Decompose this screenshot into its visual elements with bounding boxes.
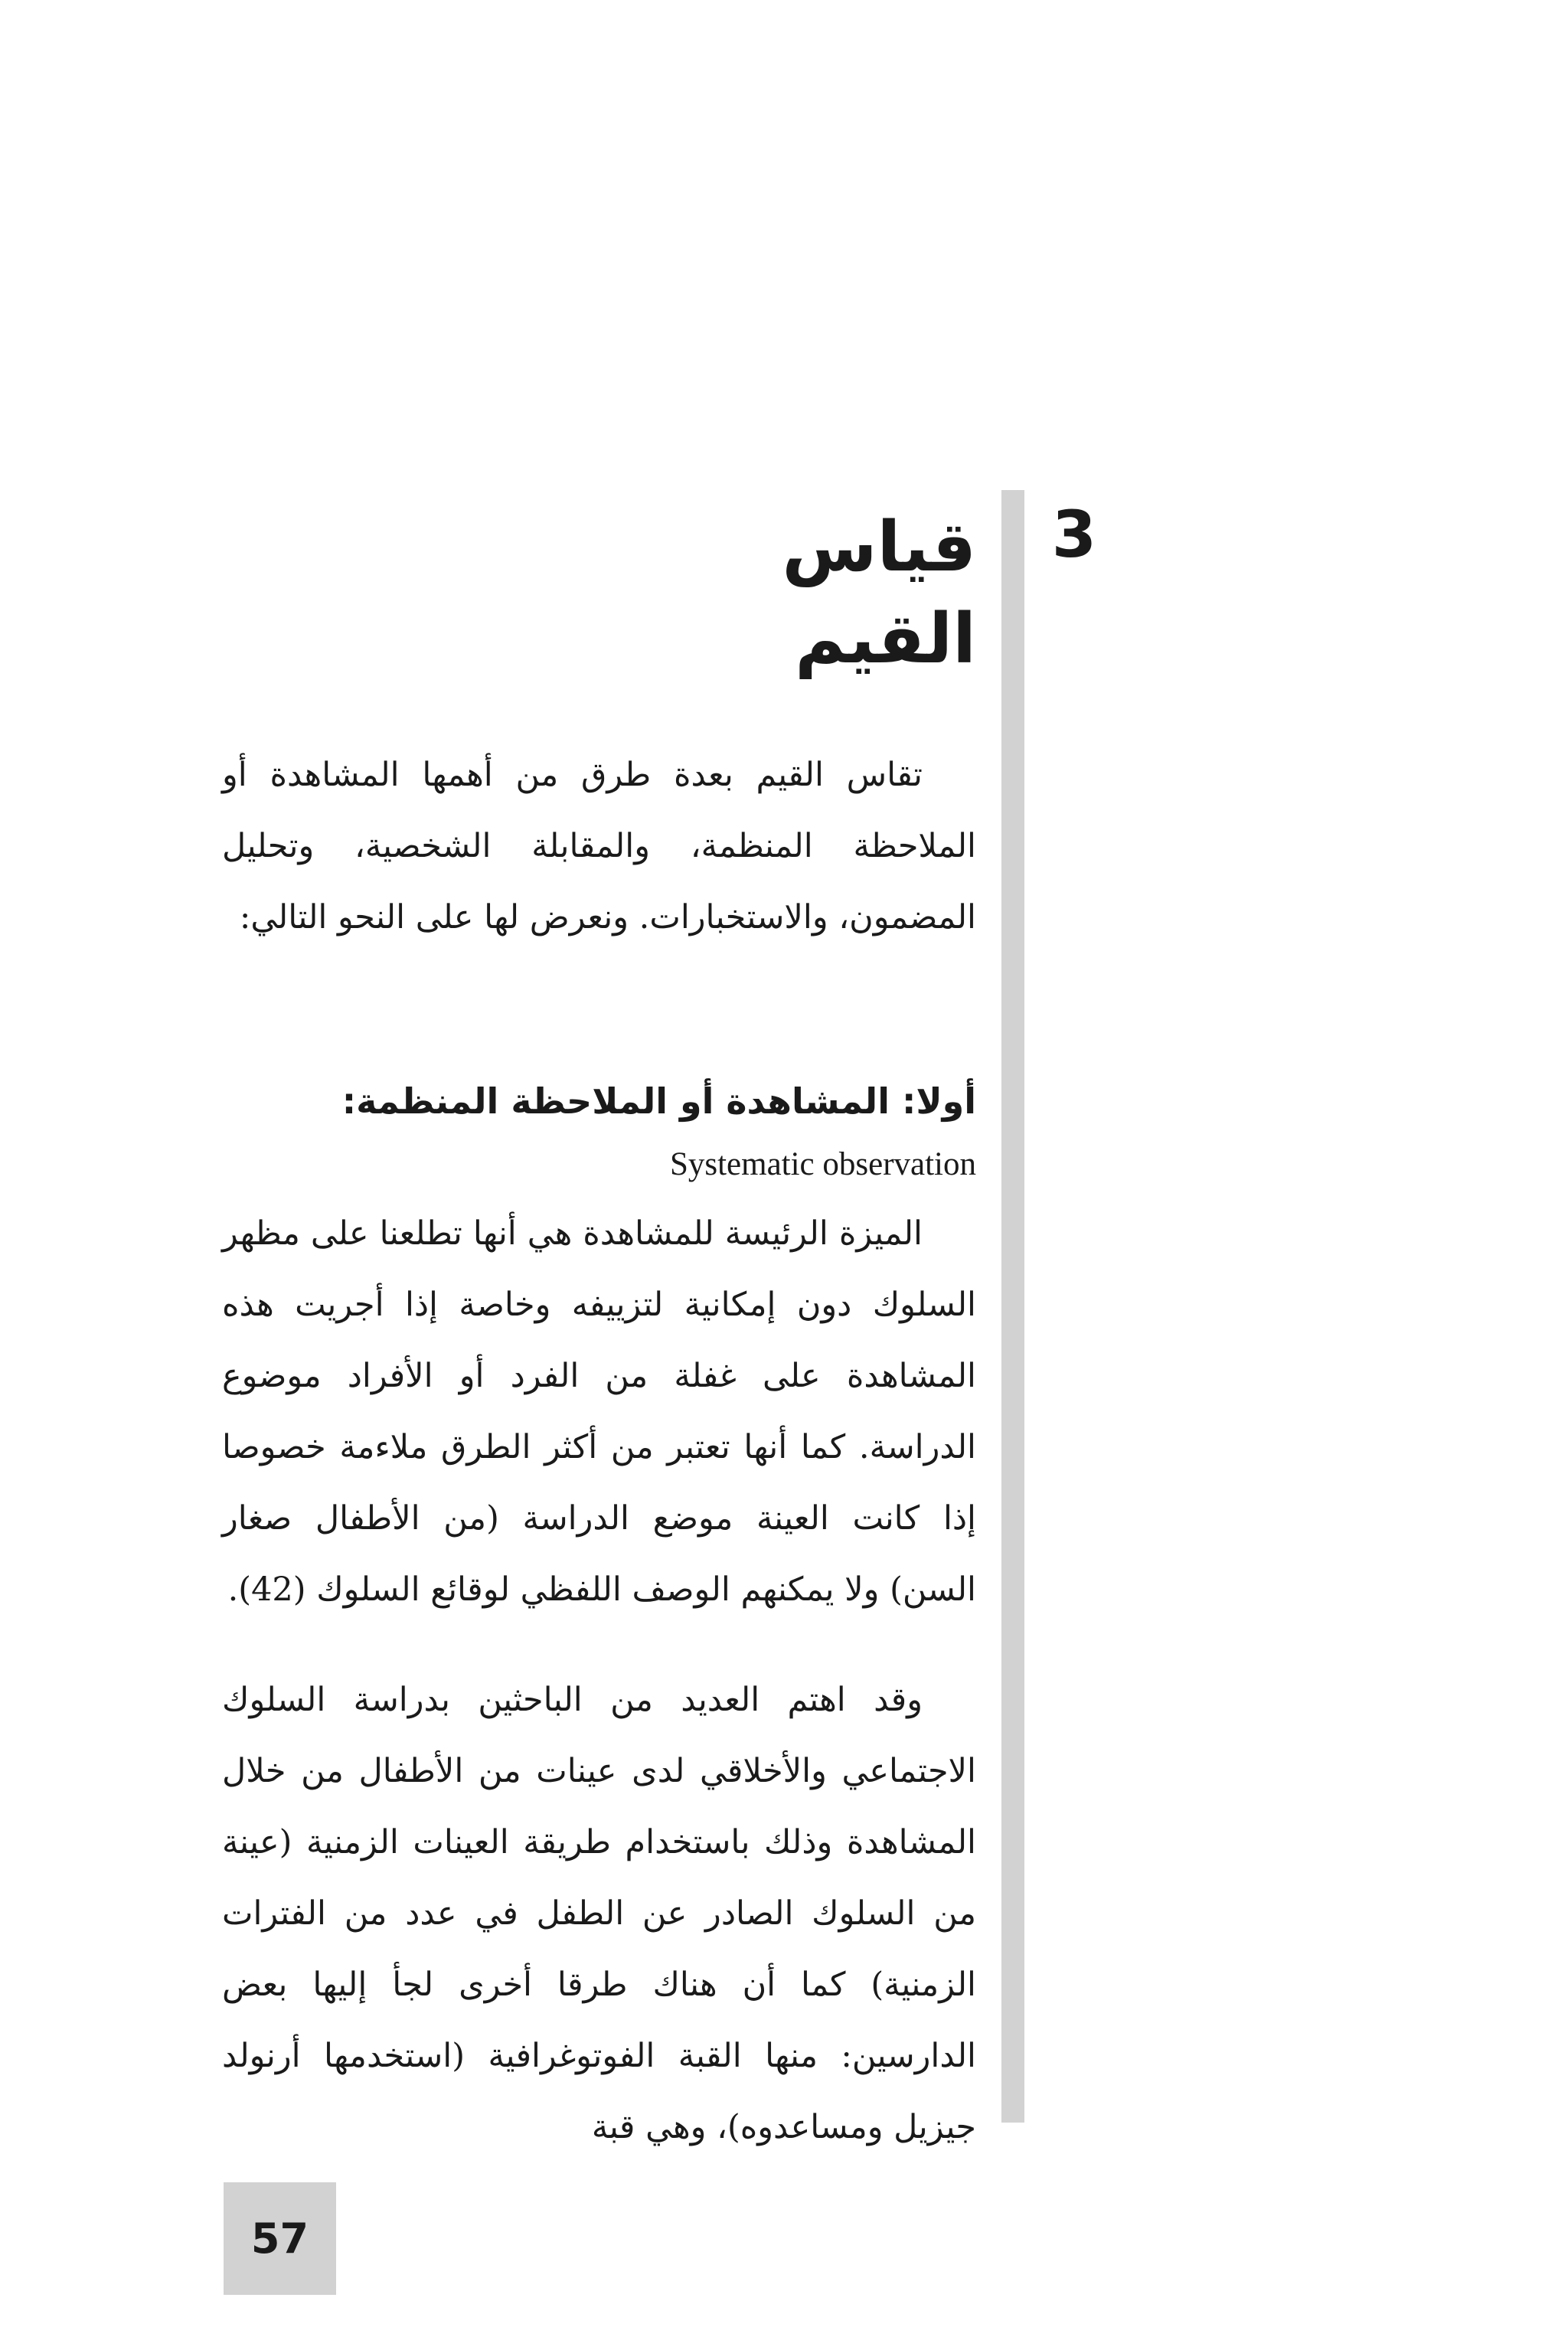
body-paragraph-1 [222,1198,976,1626]
intro-paragraph [222,740,976,953]
paragraph-1-text: الميزة الرئيسة للمشاهدة هي أنها تطلعنا على مظهر السلوك دون إمكانية لتزييفه وخاصة إذا أجريت هذه المشاهدة على غفلة من الفرد أو الأفراد موضوع الدراسة. كما أنها تعتبر من أكثر الطرق ملاءمة خصوصا إذا كانت العينة موضع الدراسة (من الأطفال صغار السن) ولا يمكنهم الوصف اللفظي لوقائع السلوك (42). [222,1214,976,1609]
chapter-side-rule [1001,490,1024,2123]
section-heading: أولا: المشاهدة أو الملاحظة المنظمة: [341,1080,976,1122]
body-paragraph-2 [222,1665,976,2163]
english-term: Systematic observation [669,1146,976,1182]
page-number: 57 [224,2182,336,2295]
chapter-number: 3 [1051,497,1097,572]
chapter-title: قياس القيم [782,507,976,679]
intro-text: تقاس القيم بعدة طرق من أهمها المشاهدة أو الملاحظة المنظمة، والمقابلة الشخصية، وتحليل المضمون، والاستخبارات. ونعرض لها على النحو التالي: [222,756,976,936]
paragraph-2-text: وقد اهتم العديد من الباحثين بدراسة السلوك الاجتماعي والأخلاقي لدى عينات من الأطفال من خلال المشاهدة وذلك باستخدام طريقة العينات الزمنية (عينة من السلوك الصادر عن الطفل في عدد من الفترات الزمنية) كما أن هناك طرقا أخرى لجأ إليها بعض الدارسين: منها القبة الفوتوغرافية (استخدمها أرنولد جيزيل ومساعدوه)، وهي قبة [222,1681,976,2146]
